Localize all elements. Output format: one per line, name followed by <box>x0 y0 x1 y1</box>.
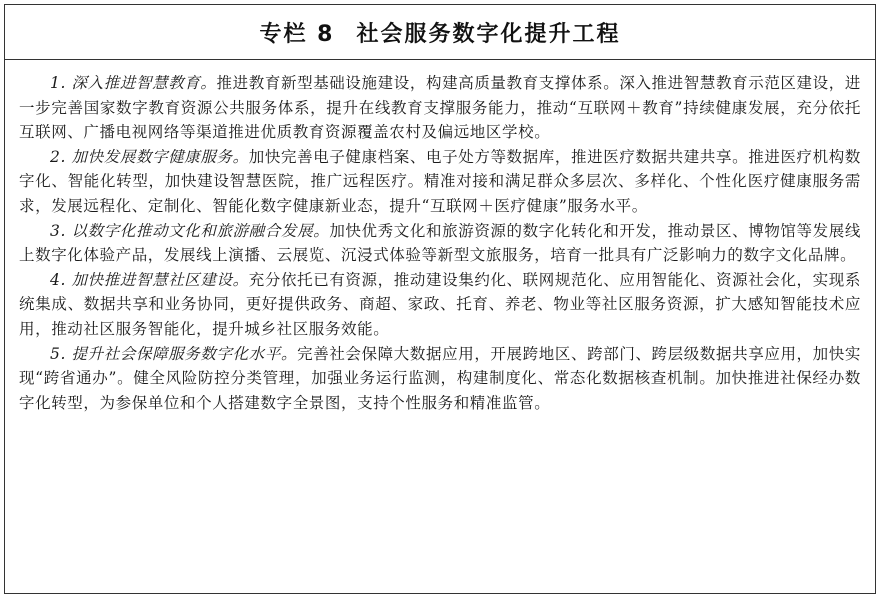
box-title <box>260 17 621 48</box>
paragraph-lead: 2. 加快发展数字健康服务。 <box>50 147 249 166</box>
paragraph-lead: 3. 以数字化推动文化和旅游融合发展。 <box>50 221 330 240</box>
paragraph-body: 加快完善电子健康档案、电子处方等数据库，推进医疗数据共建共享。推进医疗机构数字化、智能化转型，加快建设智慧医院，推广远程医疗。精准对接和满足群众多层次、多样化、个性化医疗健康服务需求，发展远程化、定制化、智能化数字健康新业态，提升“互联网＋医疗健康”服务水平。 <box>19 147 861 215</box>
box-label: 专栏 8 <box>259 21 335 47</box>
paragraph-lead: 4. 加快推进智慧社区建设。 <box>50 270 249 289</box>
paragraph-body: 推进教育新型基础设施建设，构建高质量教育支撑体系。深入推进智慧教育示范区建设，进一步完善国家数字教育资源公共服务体系，提升在线教育支撑服务能力，推动“互联网＋教育”持续健康发展，充分依托互联网、广播电视网络等渠道推进优质教育资源覆盖农村及偏远地区学校。 <box>19 74 861 142</box>
paragraph-body: 加快优秀文化和旅游资源的数字化转化和开发，推动景区、博物馆等发展线上数字化体验产品，发展线上演播、云展览、沉浸式体验等新型文旅服务，培育一批具有广泛影响力的数字文化品牌。 <box>19 221 861 265</box>
paragraph-education <box>19 71 861 145</box>
box-content <box>5 60 875 415</box>
paragraph-body: 完善社会保障大数据应用，开展跨地区、跨部门、跨层级数据共享应用，加快实现“跨省通办”。健全风险防控分类管理，加强业务运行监测，构建制度化、常态化数据核查机制。加快推进社保经办数字化转型，为参保单位和个人搭建数字全景图，支持个性服务和精准监管。 <box>19 344 861 412</box>
paragraph-social-security <box>19 342 861 416</box>
paragraph-health <box>19 145 861 219</box>
paragraph-lead: 1. 深入推进智慧教育。 <box>50 74 217 92</box>
title-bar <box>5 5 875 60</box>
feature-box <box>4 4 876 594</box>
box-heading: 社会服务数字化提升工程 <box>356 21 621 47</box>
paragraph-body: 充分依托已有资源，推动建设集约化、联网规范化、应用智能化、资源社会化，实现系统集成、数据共享和业务协同，更好提供政务、商超、家政、托育、养老、物业等社区服务资源，扩大感知智能技术应用，推动社区服务智能化，提升城乡社区服务效能。 <box>19 270 861 338</box>
paragraph-lead: 5. 提升社会保障服务数字化水平。 <box>50 344 298 363</box>
paragraph-culture-tourism <box>19 219 861 268</box>
paragraph-smart-community <box>19 268 861 342</box>
